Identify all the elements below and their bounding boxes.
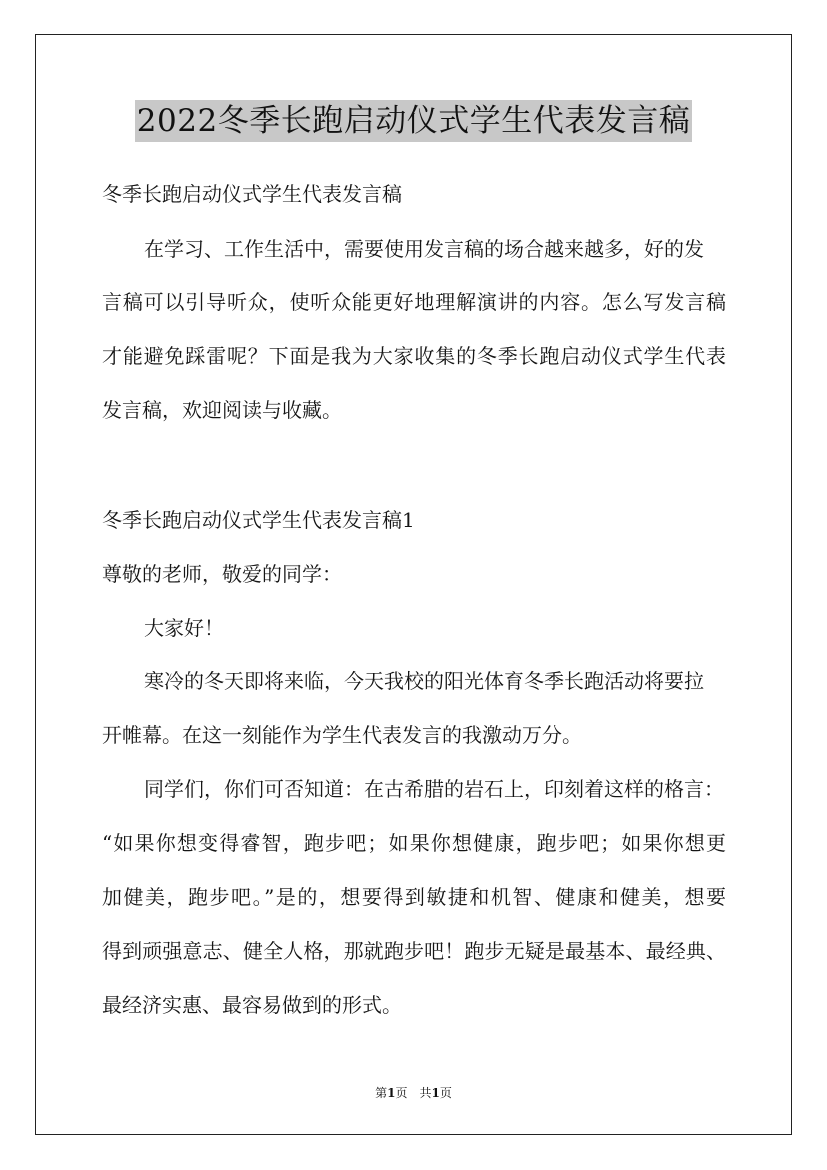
title-container <box>0 100 827 142</box>
intro-line-3: 才能避免踩雷呢？下面是我为大家收集的冬季长跑启动仪式学生代表 <box>102 344 726 368</box>
para2-line-5: 最经济实惠、最容易做到的形式。 <box>102 993 402 1017</box>
para2-line-4: 得到顽强意志、健全人格，那就跑步吧！跑步无疑是最基本、最经典、 <box>102 939 726 963</box>
para1-line-2: 开帷幕。在这一刻能作为学生代表发言的我激动万分。 <box>102 723 582 747</box>
intro-line-1: 在学习、工作生活中，需要使用发言稿的场合越来越多，好的发 <box>144 237 704 261</box>
greeting: 大家好！ <box>144 616 224 640</box>
document-subtitle: 冬季长跑启动仪式学生代表发言稿 <box>102 182 402 206</box>
para2-line-2: “如果你想变得睿智，跑步吧；如果你想健康，跑步吧；如果你想更 <box>102 831 726 855</box>
page-label-suffix: 页 <box>395 1086 408 1100</box>
total-label-suffix: 页 <box>439 1086 452 1100</box>
para2-line-3: 加健美，跑步吧。”是的，想要得到敏捷和机智、健康和健美，想要 <box>102 885 726 909</box>
section-heading: 冬季长跑启动仪式学生代表发言稿1 <box>102 508 415 532</box>
total-pages: 1 <box>431 1086 440 1100</box>
page-label-prefix: 第 <box>375 1086 388 1100</box>
document-title: 2022冬季长跑启动仪式学生代表发言稿 <box>135 100 692 142</box>
page-footer <box>0 1084 827 1102</box>
page-number: 1 <box>387 1086 396 1100</box>
intro-line-4: 发言稿，欢迎阅读与收藏。 <box>102 398 342 422</box>
para2-line-1: 同学们，你们可否知道：在古希腊的岩石上，印刻着这样的格言： <box>144 777 724 801</box>
salutation: 尊敬的老师，敬爱的同学： <box>102 562 342 586</box>
intro-line-2: 言稿可以引导听众，使听众能更好地理解演讲的内容。怎么写发言稿 <box>102 290 726 314</box>
para1-line-1: 寒冷的冬天即将来临，今天我校的阳光体育冬季长跑活动将要拉 <box>144 669 704 693</box>
total-label-prefix: 共 <box>419 1086 432 1100</box>
